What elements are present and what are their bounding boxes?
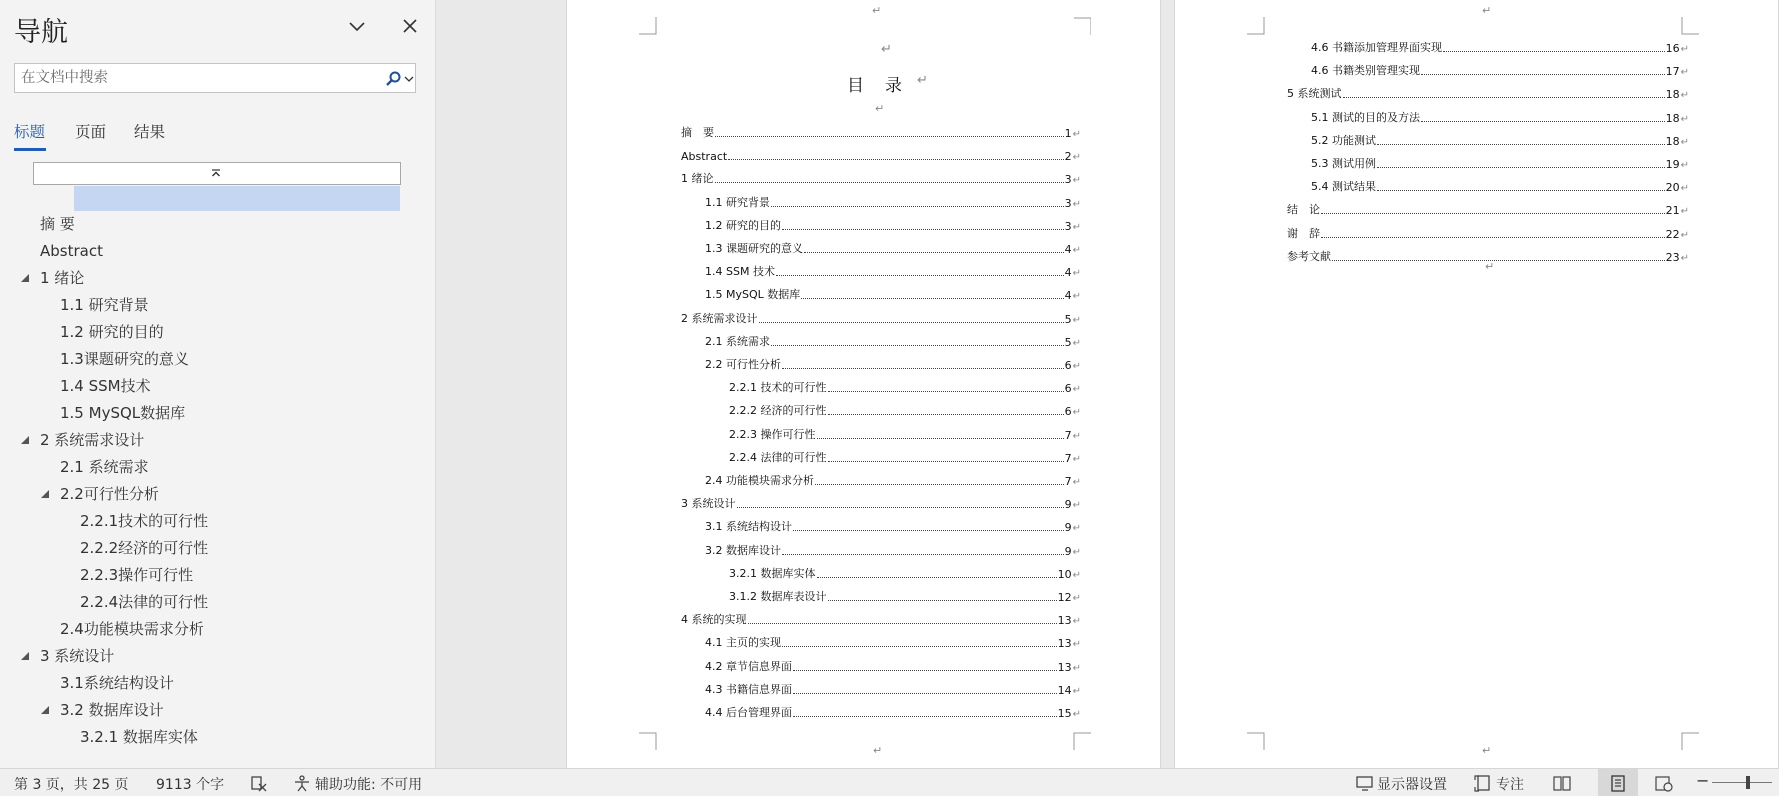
nav-heading-item[interactable]: 1.1 研究背景 xyxy=(60,296,149,314)
toc-entry-label: 2.2 可行性分析 xyxy=(705,358,781,371)
toc-entry[interactable] xyxy=(1311,178,1689,194)
toc-entry-page: 16 xyxy=(1665,42,1680,55)
nav-heading-item[interactable]: 2.2.2经济的可行性 xyxy=(80,539,209,557)
toc-entry-page: 18 xyxy=(1665,111,1680,125)
toc-entry[interactable] xyxy=(729,449,1081,465)
toc-leader-dots xyxy=(801,298,1063,299)
chevron-down-icon[interactable] xyxy=(345,16,369,38)
toc-leader-dots xyxy=(828,391,1064,392)
paragraph-mark: ↵ xyxy=(1072,662,1081,674)
toc-entry-page: 17 xyxy=(1665,65,1680,79)
toc-entry[interactable] xyxy=(705,356,1081,372)
toc-entry-label: 4.3 书籍信息界面 xyxy=(705,682,792,696)
toc-entry[interactable] xyxy=(729,588,1081,604)
nav-heading-item[interactable]: 1.5 MySQL数据库 xyxy=(60,404,186,422)
toc-entry[interactable] xyxy=(729,402,1081,418)
toc-entry[interactable] xyxy=(705,240,1081,256)
toc-entry-page: 7 xyxy=(1064,428,1072,442)
nav-heading-item[interactable]: 3.2.1 数据库实体 xyxy=(80,728,198,746)
toc-entry-label: 2.4 功能模块需求分析 xyxy=(705,474,814,487)
toc-entry[interactable] xyxy=(705,704,1081,720)
toc-entry-page: 5 xyxy=(1064,335,1072,349)
tab-results[interactable]: 结果 xyxy=(134,123,166,141)
page-corner-mark xyxy=(1073,17,1091,35)
toc-entry-page: 19 xyxy=(1665,158,1680,171)
paragraph-mark: ↵ xyxy=(1680,113,1689,125)
toc-leader-dots xyxy=(1321,237,1665,238)
toc-entry-page: 2 xyxy=(1064,150,1072,164)
paragraph-mark: ↵ xyxy=(1072,593,1081,604)
document-page-3 xyxy=(566,0,1161,768)
toc-entry-label: 4.4 后台管理界面 xyxy=(705,706,792,719)
toc-entry[interactable] xyxy=(1287,85,1689,101)
toc-entry-label: 5.3 测试用例 xyxy=(1311,157,1376,170)
search-icon[interactable] xyxy=(384,70,402,88)
nav-heading-item[interactable]: 1.3课题研究的意义 xyxy=(60,350,189,368)
toc-entry-label: 谢 辞 xyxy=(1287,226,1320,240)
toc-leader-dots xyxy=(782,554,1064,555)
nav-heading-item[interactable]: 2.2可行性分析 xyxy=(60,485,159,503)
paragraph-mark: ↵ xyxy=(1072,616,1081,628)
toc-entry[interactable] xyxy=(705,472,1081,488)
focus-mode-icon[interactable] xyxy=(1474,775,1492,792)
toc-entry-page: 22 xyxy=(1665,227,1680,241)
nav-heading-item[interactable]: 摘 要 xyxy=(40,215,75,233)
toc-entry-label: 1.3 课题研究的意义 xyxy=(705,242,803,255)
paragraph-mark: ↵ xyxy=(1072,291,1081,303)
toc-entry-label: 2.2.4 法律的可行性 xyxy=(729,450,827,464)
paragraph-mark: ↵ xyxy=(1072,221,1081,233)
current-heading-highlight xyxy=(74,186,400,211)
nav-title: 导航 xyxy=(14,17,68,48)
toc-entry-page: 13 xyxy=(1057,660,1072,674)
toc-entry-page: 13 xyxy=(1057,637,1072,651)
toc-leader-dots xyxy=(828,600,1057,601)
toc-entry[interactable] xyxy=(1287,225,1689,241)
search-options-dropdown-icon[interactable] xyxy=(404,73,414,85)
expand-triangle-icon[interactable] xyxy=(40,705,50,715)
toc-entry[interactable] xyxy=(705,263,1081,279)
tab-headings[interactable]: 标题 xyxy=(14,123,46,141)
toc-leader-dots xyxy=(776,275,1064,276)
accessibility-icon[interactable] xyxy=(293,775,311,792)
toc-entry-label: 4 系统的实现 xyxy=(681,613,747,627)
toc-leader-dots xyxy=(793,670,1057,671)
toc-leader-dots xyxy=(715,182,1064,183)
toc-entry-label: 参考文献 xyxy=(1287,249,1331,263)
toc-leader-dots xyxy=(817,577,1057,578)
toc-entry-page: 7 xyxy=(1064,451,1072,465)
nav-heading-item[interactable]: 2.2.4法律的可行性 xyxy=(80,593,209,611)
toc-entry[interactable] xyxy=(1311,62,1689,78)
toc-entry[interactable] xyxy=(1287,201,1689,217)
paragraph-mark: ↵ xyxy=(875,102,885,115)
toc-entry-page: 20 xyxy=(1665,181,1680,195)
toc-title: 目 录 xyxy=(847,76,904,96)
display-settings-icon[interactable] xyxy=(1356,775,1374,792)
nav-heading-item[interactable]: 3.2 数据库设计 xyxy=(60,701,164,719)
paragraph-mark: ↵ xyxy=(1072,152,1081,164)
toc-entry-label: 5 系统测试 xyxy=(1287,87,1342,101)
toc-entry-page: 3 xyxy=(1064,196,1072,210)
toc-entry[interactable] xyxy=(681,170,1081,186)
toc-entry-label: 3.1 系统结构设计 xyxy=(705,520,792,534)
paragraph-mark: ↵ xyxy=(1680,44,1689,55)
toc-entry[interactable] xyxy=(681,147,1081,163)
toc-entry[interactable] xyxy=(729,565,1081,581)
zoom-slider-track[interactable] xyxy=(1712,782,1772,783)
toc-entry-page: 15 xyxy=(1057,707,1072,720)
paragraph-mark: ↵ xyxy=(1072,198,1081,210)
toc-entry-page: 23 xyxy=(1665,250,1680,264)
toc-leader-dots xyxy=(793,716,1057,717)
paragraph-mark: ↵ xyxy=(1072,500,1081,512)
paragraph-mark: ↵ xyxy=(1072,407,1081,419)
toc-leader-dots xyxy=(759,322,1064,323)
paragraph-mark: ↵ xyxy=(1072,175,1081,187)
toc-entry-page: 9 xyxy=(1064,498,1072,512)
page-corner-mark xyxy=(1247,732,1265,750)
expand-triangle-icon[interactable] xyxy=(40,489,50,499)
focus-button[interactable]: 专注 xyxy=(1496,777,1524,793)
toc-entry-label: 4.6 书籍类别管理实现 xyxy=(1311,64,1420,78)
page-corner-mark xyxy=(1073,732,1091,750)
word-count-status[interactable]: 9113 个字 xyxy=(156,777,225,793)
paragraph-mark: ↵ xyxy=(1680,229,1689,241)
toc-entry-page: 6 xyxy=(1064,382,1072,396)
toc-entry-page: 9 xyxy=(1064,544,1072,558)
toc-entry-page: 1 xyxy=(1064,127,1072,140)
expand-triangle-icon[interactable] xyxy=(20,273,30,283)
paragraph-mark: ↵ xyxy=(1072,546,1081,558)
toc-entry-label: 3 系统设计 xyxy=(681,497,736,511)
toc-entry-page: 14 xyxy=(1057,683,1072,697)
scroll-to-top-button[interactable] xyxy=(33,162,401,185)
toc-entry-page: 4 xyxy=(1064,289,1072,303)
nav-heading-item[interactable]: 3 系统设计 xyxy=(40,647,115,665)
expand-triangle-icon[interactable] xyxy=(20,435,30,445)
page-count-status[interactable]: 第 3 页，共 25 页 xyxy=(14,777,129,793)
toc-entry-label: 2 系统需求设计 xyxy=(681,311,758,325)
nav-heading-item[interactable]: 2.2.3操作可行性 xyxy=(80,566,194,584)
toc-entry-label: Abstract xyxy=(681,150,728,164)
toc-entry[interactable] xyxy=(1311,155,1689,171)
toc-entry-label: 4.1 主页的实现 xyxy=(705,636,781,650)
paragraph-mark: ↵ xyxy=(1482,744,1492,757)
nav-heading-item[interactable]: 3.1系统结构设计 xyxy=(60,674,174,692)
toc-leader-dots xyxy=(737,507,1064,508)
proofing-book-icon[interactable] xyxy=(250,775,268,792)
toc-entry-page: 21 xyxy=(1665,204,1680,218)
toc-entry[interactable] xyxy=(705,286,1081,302)
toc-entry[interactable] xyxy=(705,333,1081,349)
nav-heading-item[interactable]: 2 系统需求设计 xyxy=(40,431,145,449)
toc-leader-dots xyxy=(771,345,1064,346)
toc-entry-label: 摘 要 xyxy=(681,126,714,139)
paragraph-mark: ↵ xyxy=(1072,477,1081,488)
nav-heading-item[interactable]: 2.1 系统需求 xyxy=(60,458,149,476)
toc-entry[interactable] xyxy=(705,681,1081,697)
toc-entry[interactable] xyxy=(729,426,1081,442)
toc-entry[interactable] xyxy=(705,217,1081,233)
close-icon[interactable] xyxy=(398,14,422,38)
paragraph-mark: ↵ xyxy=(1680,252,1689,264)
nav-heading-item[interactable]: 1.2 研究的目的 xyxy=(60,323,164,341)
toc-entry-label: 1.4 SSM 技术 xyxy=(705,265,775,279)
paragraph-mark: ↵ xyxy=(1072,129,1081,140)
paragraph-mark: ↵ xyxy=(881,42,892,57)
paragraph-mark: ↵ xyxy=(1072,639,1081,651)
paragraph-mark: ↵ xyxy=(1072,709,1081,720)
paragraph-mark: ↵ xyxy=(1680,183,1689,195)
paragraph-mark: ↵ xyxy=(1072,384,1081,396)
active-tab-indicator xyxy=(14,148,46,151)
print-layout-icon[interactable] xyxy=(1609,775,1627,792)
read-mode-icon[interactable] xyxy=(1553,775,1571,792)
toc-entry[interactable] xyxy=(1311,39,1689,55)
zoom-slider-thumb[interactable] xyxy=(1746,776,1750,789)
toc-leader-dots xyxy=(817,438,1064,439)
toc-entry-label: 1.5 MySQL 数据库 xyxy=(705,288,801,302)
toc-entry[interactable] xyxy=(1311,109,1689,125)
toc-entry[interactable] xyxy=(681,495,1081,511)
zoom-out-button[interactable]: − xyxy=(1696,771,1710,790)
page-corner-mark xyxy=(1681,17,1699,35)
page-corner-mark xyxy=(639,732,657,750)
paragraph-mark: ↵ xyxy=(1072,569,1081,581)
toc-entry-page: 13 xyxy=(1057,614,1072,628)
toc-entry-label: 4.2 章节信息界面 xyxy=(705,659,792,673)
toc-leader-dots xyxy=(715,136,1064,137)
toc-leader-dots xyxy=(782,229,1064,230)
paragraph-mark: ↵ xyxy=(1072,523,1081,535)
paragraph-mark: ↵ xyxy=(872,4,882,17)
toc-leader-dots xyxy=(1377,144,1665,145)
web-layout-icon[interactable] xyxy=(1655,775,1673,792)
nav-heading-item[interactable]: Abstract xyxy=(40,242,103,260)
toc-entry-page: 9 xyxy=(1064,521,1072,535)
nav-heading-item[interactable]: 1 绪论 xyxy=(40,269,85,287)
toc-entry-label: 5.4 测试结果 xyxy=(1311,180,1376,194)
toc-leader-dots xyxy=(782,646,1057,647)
paragraph-mark: ↵ xyxy=(1072,430,1081,442)
toc-entry-page: 7 xyxy=(1064,475,1072,488)
toc-leader-dots xyxy=(828,461,1064,462)
toc-entry-page: 4 xyxy=(1064,266,1072,280)
toc-leader-dots xyxy=(828,414,1064,415)
toc-entry[interactable] xyxy=(705,194,1081,210)
paragraph-mark: ↵ xyxy=(1072,361,1081,372)
toc-leader-dots xyxy=(1421,74,1665,75)
toc-leader-dots xyxy=(804,252,1064,253)
toc-entry-page: 18 xyxy=(1665,134,1680,148)
toc-entry[interactable] xyxy=(681,124,1081,140)
search-box xyxy=(14,63,416,93)
toc-entry-label: 4.6 书籍添加管理界面实现 xyxy=(1311,41,1442,54)
toc-entry-label: 5.1 测试的目的及方法 xyxy=(1311,110,1420,124)
toc-entry-page: 5 xyxy=(1064,312,1072,326)
toc-entry[interactable] xyxy=(1311,132,1689,148)
toc-leader-dots xyxy=(1321,213,1665,214)
toc-entry[interactable] xyxy=(705,518,1081,534)
toc-entry-page: 4 xyxy=(1064,243,1072,256)
toc-leader-dots xyxy=(793,693,1057,694)
expand-triangle-icon[interactable] xyxy=(20,651,30,661)
toc-leader-dots xyxy=(771,206,1064,207)
paragraph-mark: ↵ xyxy=(1072,337,1081,349)
toc-leader-dots xyxy=(815,484,1064,485)
toc-entry-label: 2.1 系统需求 xyxy=(705,334,770,348)
paragraph-mark: ↵ xyxy=(1680,90,1689,102)
chevron-up-icon xyxy=(210,168,222,178)
toc-entry[interactable] xyxy=(681,611,1081,627)
toc-leader-dots xyxy=(793,530,1064,531)
toc-leader-dots xyxy=(748,623,1057,624)
search-input[interactable] xyxy=(21,68,371,88)
page-corner-mark xyxy=(1681,732,1699,750)
toc-leader-dots xyxy=(1377,167,1665,168)
toc-leader-dots xyxy=(1421,121,1665,122)
toc-leader-dots xyxy=(1377,190,1665,191)
toc-entry-page: 3 xyxy=(1064,219,1072,233)
paragraph-mark: ↵ xyxy=(1680,206,1689,218)
toc-entry-label: 2.2.3 操作可行性 xyxy=(729,427,816,441)
toc-entry-page: 6 xyxy=(1064,405,1072,419)
document-page-4 xyxy=(1174,0,1779,768)
toc-entry-label: 5.2 功能测试 xyxy=(1311,133,1376,147)
paragraph-mark: ↵ xyxy=(1485,260,1495,273)
toc-entry[interactable] xyxy=(705,658,1081,674)
toc-entry-label: 3.1.2 数据库表设计 xyxy=(729,590,827,603)
toc-entry-page: 12 xyxy=(1057,591,1072,604)
toc-entry-label: 1.2 研究的目的 xyxy=(705,218,781,232)
toc-leader-dots xyxy=(728,159,1063,160)
paragraph-mark: ↵ xyxy=(1072,685,1081,697)
toc-entry-page: 6 xyxy=(1064,359,1072,372)
navigation-pane xyxy=(0,0,436,768)
toc-leader-dots xyxy=(1443,51,1665,52)
paragraph-mark: ↵ xyxy=(873,744,883,757)
toc-entry-page: 10 xyxy=(1057,567,1072,581)
paragraph-mark: ↵ xyxy=(1072,245,1081,256)
paragraph-mark: ↵ xyxy=(1072,453,1081,465)
toc-leader-dots xyxy=(1332,260,1665,261)
toc-entry-page: 18 xyxy=(1665,88,1680,102)
paragraph-mark: ↵ xyxy=(917,73,928,88)
toc-entry-label: 3.2.1 数据库实体 xyxy=(729,566,816,580)
toc-entry[interactable] xyxy=(705,634,1081,650)
accessibility-status[interactable]: 辅助功能: 不可用 xyxy=(315,777,423,793)
toc-entry-label: 2.2.1 技术的可行性 xyxy=(729,381,827,395)
page-corner-mark xyxy=(639,17,657,35)
tab-pages[interactable]: 页面 xyxy=(75,123,107,141)
toc-entry-page: 3 xyxy=(1064,173,1072,187)
display-settings-button[interactable]: 显示器设置 xyxy=(1377,777,1447,793)
nav-heading-item[interactable]: 2.4功能模块需求分析 xyxy=(60,620,204,638)
toc-leader-dots xyxy=(782,368,1064,369)
toc-entry[interactable] xyxy=(681,310,1081,326)
nav-heading-item[interactable]: 1.4 SSM技术 xyxy=(60,377,151,395)
toc-entry[interactable] xyxy=(729,379,1081,395)
toc-entry-label: 1 绪论 xyxy=(681,172,714,186)
toc-leader-dots xyxy=(1343,97,1665,98)
paragraph-mark: ↵ xyxy=(1680,67,1689,79)
paragraph-mark: ↵ xyxy=(1680,136,1689,148)
status-bar xyxy=(0,768,1779,796)
toc-entry-label: 3.2 数据库设计 xyxy=(705,543,781,557)
toc-entry[interactable] xyxy=(705,542,1081,558)
paragraph-mark: ↵ xyxy=(1680,160,1689,171)
paragraph-mark: ↵ xyxy=(1072,268,1081,280)
toc-entry-label: 2.2.2 经济的可行性 xyxy=(729,404,827,418)
toc-entry-label: 1.1 研究背景 xyxy=(705,195,770,209)
nav-heading-item[interactable]: 2.2.1技术的可行性 xyxy=(80,512,209,530)
page-corner-mark xyxy=(1247,17,1265,35)
paragraph-mark: ↵ xyxy=(1482,4,1492,17)
paragraph-mark: ↵ xyxy=(1072,314,1081,326)
toc-entry-label: 结 论 xyxy=(1287,203,1320,217)
